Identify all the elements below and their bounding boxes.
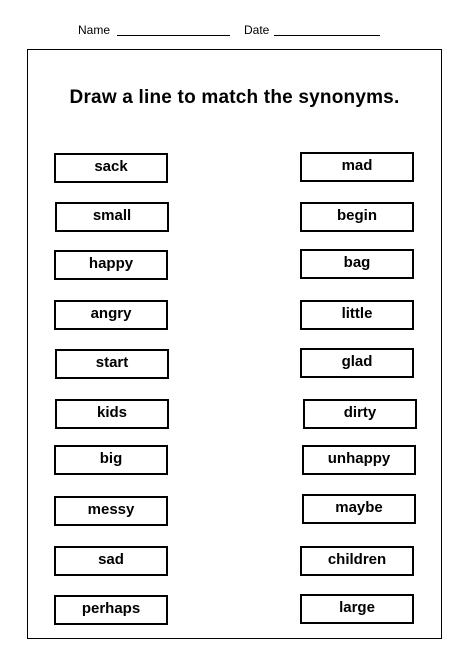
right-word-box-4[interactable]: little <box>300 300 414 330</box>
name-label: Name <box>78 23 111 37</box>
left-word-box-4[interactable]: angry <box>54 300 168 330</box>
worksheet-title: Draw a line to match the synonyms. <box>69 87 400 108</box>
left-word-box-10[interactable]: perhaps <box>54 595 168 625</box>
left-word-box-3[interactable]: happy <box>54 250 168 280</box>
right-word-box-7[interactable]: unhappy <box>302 445 416 475</box>
left-word-box-5[interactable]: start <box>55 349 169 379</box>
left-word-box-8[interactable]: messy <box>54 496 168 526</box>
right-word-box-3[interactable]: bag <box>300 249 414 279</box>
left-word-box-1[interactable]: sack <box>54 153 168 183</box>
left-word-box-6[interactable]: kids <box>55 399 169 429</box>
worksheet-header <box>0 20 474 42</box>
right-word-box-8[interactable]: maybe <box>302 494 416 524</box>
left-word-box-2[interactable]: small <box>55 202 169 232</box>
right-word-box-6[interactable]: dirty <box>303 399 417 429</box>
left-word-box-9[interactable]: sad <box>54 546 168 576</box>
right-word-box-1[interactable]: mad <box>300 152 414 182</box>
date-label: Date <box>244 23 270 37</box>
right-word-box-2[interactable]: begin <box>300 202 414 232</box>
right-word-box-5[interactable]: glad <box>300 348 414 378</box>
date-blank-line[interactable] <box>274 35 380 36</box>
right-word-box-10[interactable]: large <box>300 594 414 624</box>
left-word-box-7[interactable]: big <box>54 445 168 475</box>
name-blank-line[interactable] <box>117 35 230 36</box>
right-word-box-9[interactable]: children <box>300 546 414 576</box>
